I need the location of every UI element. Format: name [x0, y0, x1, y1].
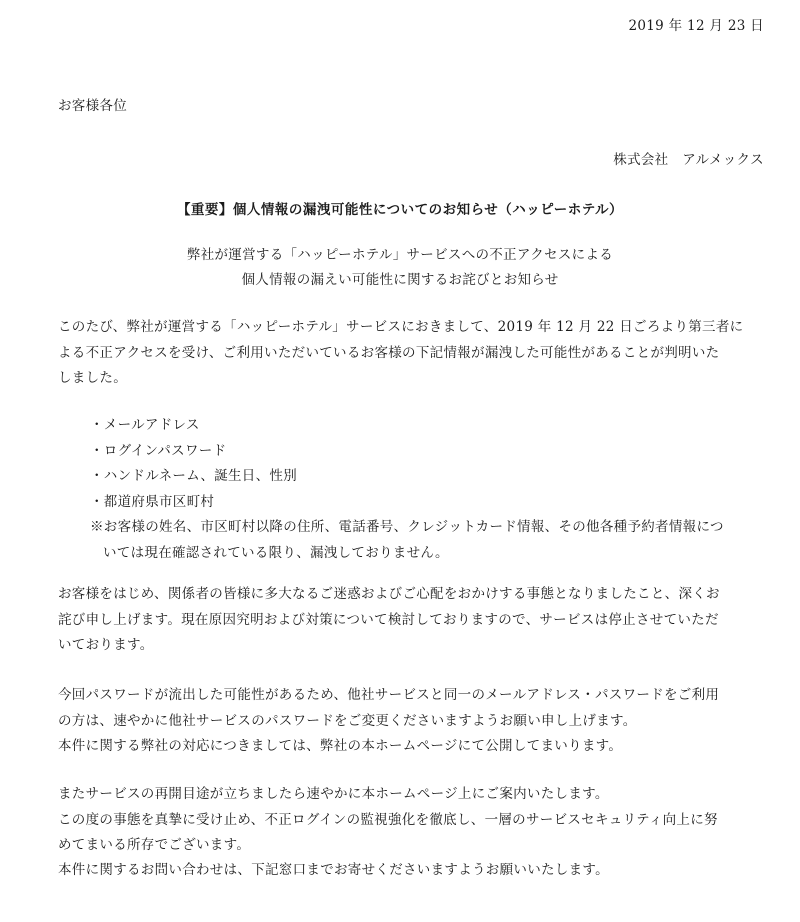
intro-paragraph: [58, 315, 748, 392]
document-date: 2019 年 12 月 23 日: [628, 18, 764, 34]
apology-line: お客様をはじめ、関係者の皆様に多大なるご迷惑およびご心配をおかけする事態となりましたこと、深くお: [58, 586, 720, 602]
list-item: ・メールアドレス: [90, 417, 200, 433]
intro-line: しました。: [58, 370, 127, 386]
addressee: お客様各位: [58, 98, 127, 114]
resume-notice-line: めてまいる所存でございます。: [58, 837, 251, 853]
subtitle-line-2: 個人情報の漏えい可能性に関するお詫びとお知らせ: [241, 272, 559, 288]
apology-paragraph: [58, 582, 748, 659]
apology-line: いております。: [58, 637, 154, 653]
apology-line: 詫び申し上げます。現在原因究明および対策について検討しておりますので、サービスは停止させていただ: [58, 611, 719, 628]
intro-line: よる不正アクセスを受け、ご利用いただいているお客様の下記情報が漏洩した可能性があることが判明いた: [58, 344, 720, 361]
contact-paragraph: [58, 858, 748, 884]
note-line: ※お客様の姓名、市区町村以降の住所、電話番号、クレジットカード情報、その他各種予約者情報につ: [90, 519, 724, 535]
note-line: いては現在確認されている限り、漏洩しておりません。: [103, 544, 449, 561]
list-item: ・ハンドルネーム、誕生日、性別: [90, 468, 297, 484]
document-title: 【重要】個人情報の漏洩可能性についてのお知らせ（ハッピーホテル）: [176, 202, 624, 218]
intro-line: このたび、弊社が運営する「ハッピーホテル」サービスにおきまして、2019 年 12 月 22 日ごろより第三者に: [58, 319, 744, 335]
resume-notice-paragraph: [58, 782, 748, 859]
password-notice-paragraph: [58, 683, 748, 760]
resume-notice-line: この度の事態を真摯に受け止め、不正ログインの監視強化を徹底し、一層のサービスセキュリティ向上に努: [58, 811, 718, 828]
list-item: ・都道府県市区町村: [90, 493, 215, 510]
resume-notice-line: またサービスの再開目途が立ちましたら速やかに本ホームページ上にご案内いたします。: [58, 786, 609, 802]
sender-company: 株式会社 アルメックス: [613, 152, 764, 168]
password-notice-line: 本件に関する弊社の対応につきましては、弊社の本ホームページにて公開してまいります。: [58, 738, 623, 754]
subtitle-line-1: 弊社が運営する「ハッピーホテル」サービスへの不正アクセスによる: [186, 247, 614, 263]
password-notice-line: 今回パスワードが流出した可能性があるため、他社サービスと同一のメールアドレス・パスワードをご利用: [58, 687, 720, 703]
leaked-info-list: [90, 413, 750, 566]
contact-line: 本件に関するお問い合わせは、下記窓口までお寄せくださいますようお願いいたします。: [58, 862, 609, 878]
password-notice-line: の方は、速やかに他社サービスのパスワードをご変更くださいますようお願い申し上げます。: [58, 712, 637, 729]
list-item: ・ログインパスワード: [90, 442, 227, 459]
